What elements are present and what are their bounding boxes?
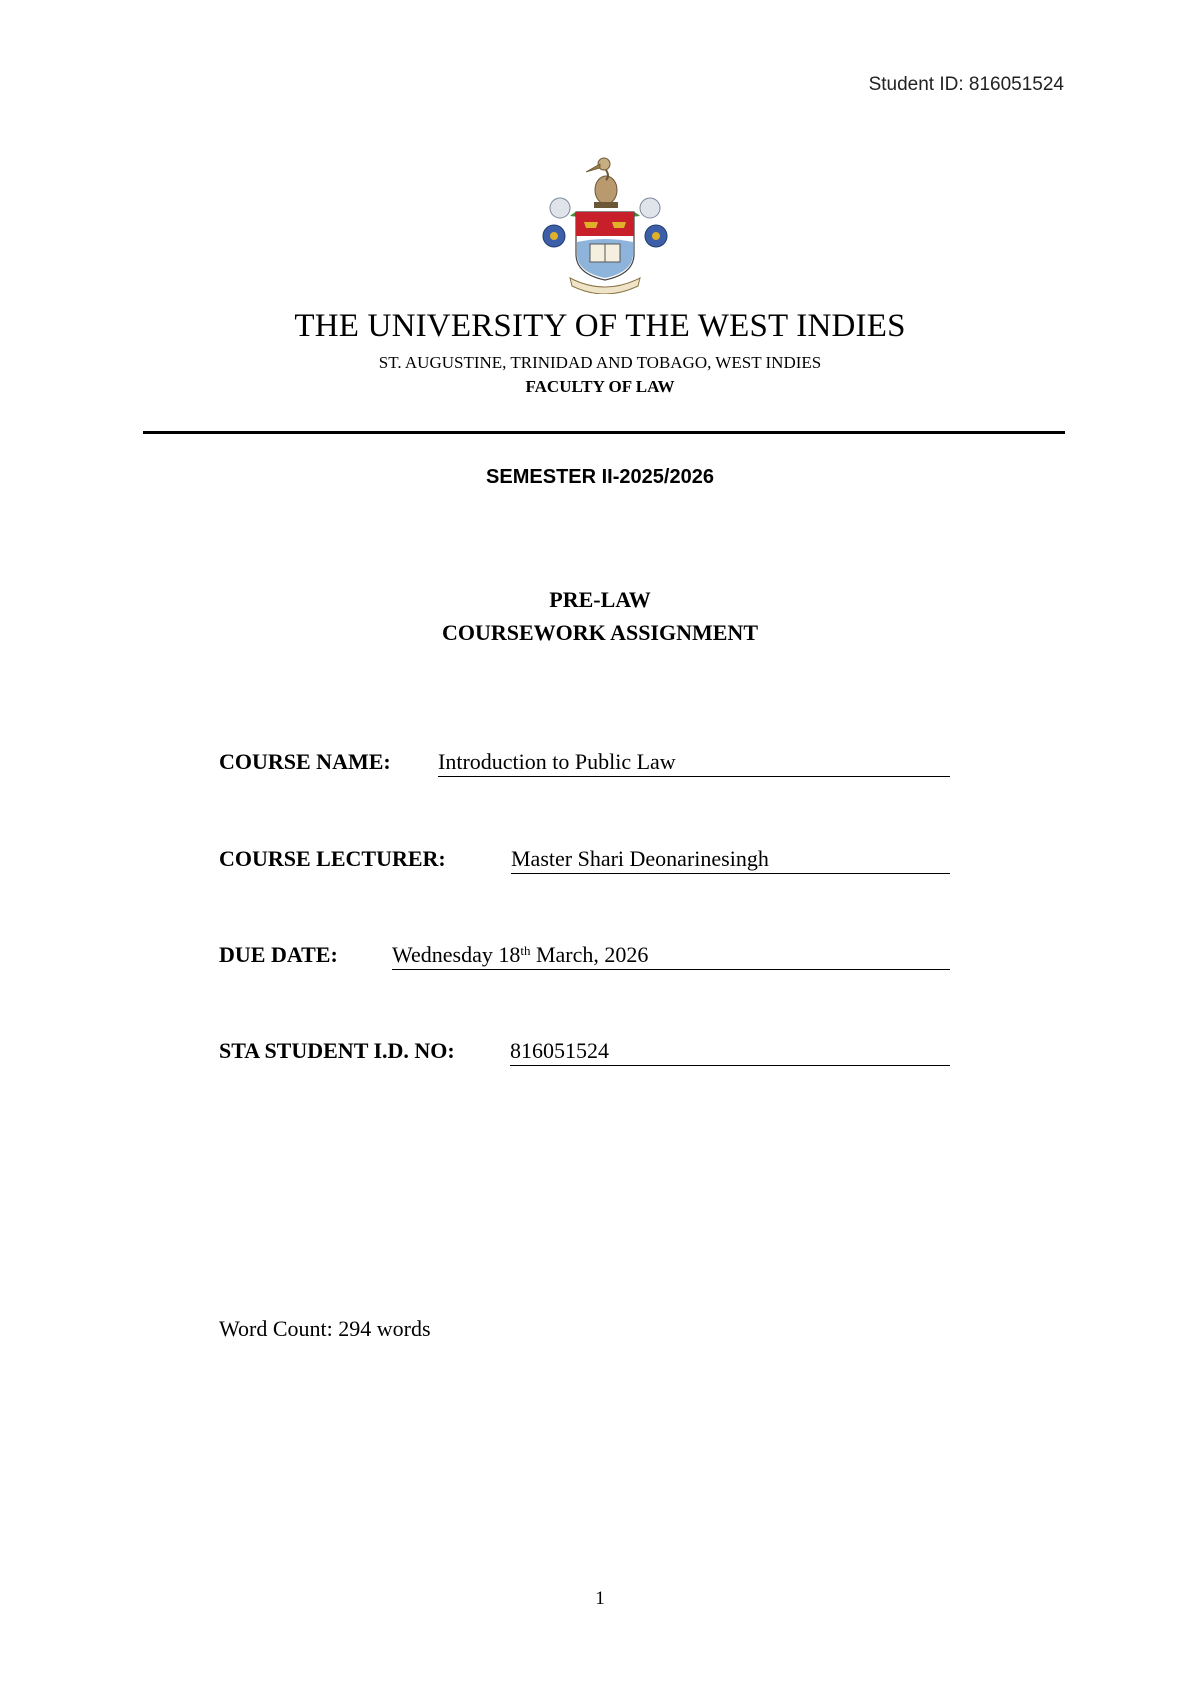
semester-heading: SEMESTER II-2025/2026 [486, 466, 714, 488]
header-student-id: Student ID: 816051524 [868, 74, 1064, 95]
due-date-day: Wednesday 18 [392, 942, 521, 967]
page-number: 1 [595, 1588, 605, 1609]
faculty-name: FACULTY OF LAW [525, 377, 675, 396]
horizontal-divider [143, 431, 1065, 434]
course-name-value: Introduction to Public Law [438, 749, 950, 777]
pelican-icon [586, 158, 618, 208]
university-crest [540, 146, 670, 294]
course-lecturer-label: COURSE LECTURER: [219, 846, 446, 871]
shield-icon [576, 212, 634, 280]
flower-right-icon [640, 198, 667, 247]
due-date-value [392, 942, 950, 970]
due-date-ordinal: th [520, 943, 531, 958]
due-date-month-year: March, 2026 [530, 942, 649, 967]
university-title: THE UNIVERSITY OF THE WEST INDIES [294, 308, 906, 344]
student-id-value: 816051524 [510, 1038, 950, 1066]
due-date-label: DUE DATE: [219, 942, 338, 967]
flower-left-icon [543, 198, 570, 247]
program-line-2: COURSEWORK ASSIGNMENT [441, 620, 758, 645]
student-id-label: STA STUDENT I.D. NO: [219, 1038, 455, 1063]
course-name-label: COURSE NAME: [219, 749, 391, 774]
word-count: Word Count: 294 words [219, 1316, 431, 1341]
university-campus: ST. AUGUSTINE, TRINIDAD AND TOBAGO, WEST INDIES [378, 353, 822, 372]
course-lecturer-value: Master Shari Deonarinesingh [511, 846, 950, 874]
program-line-1: PRE-LAW [549, 587, 651, 612]
